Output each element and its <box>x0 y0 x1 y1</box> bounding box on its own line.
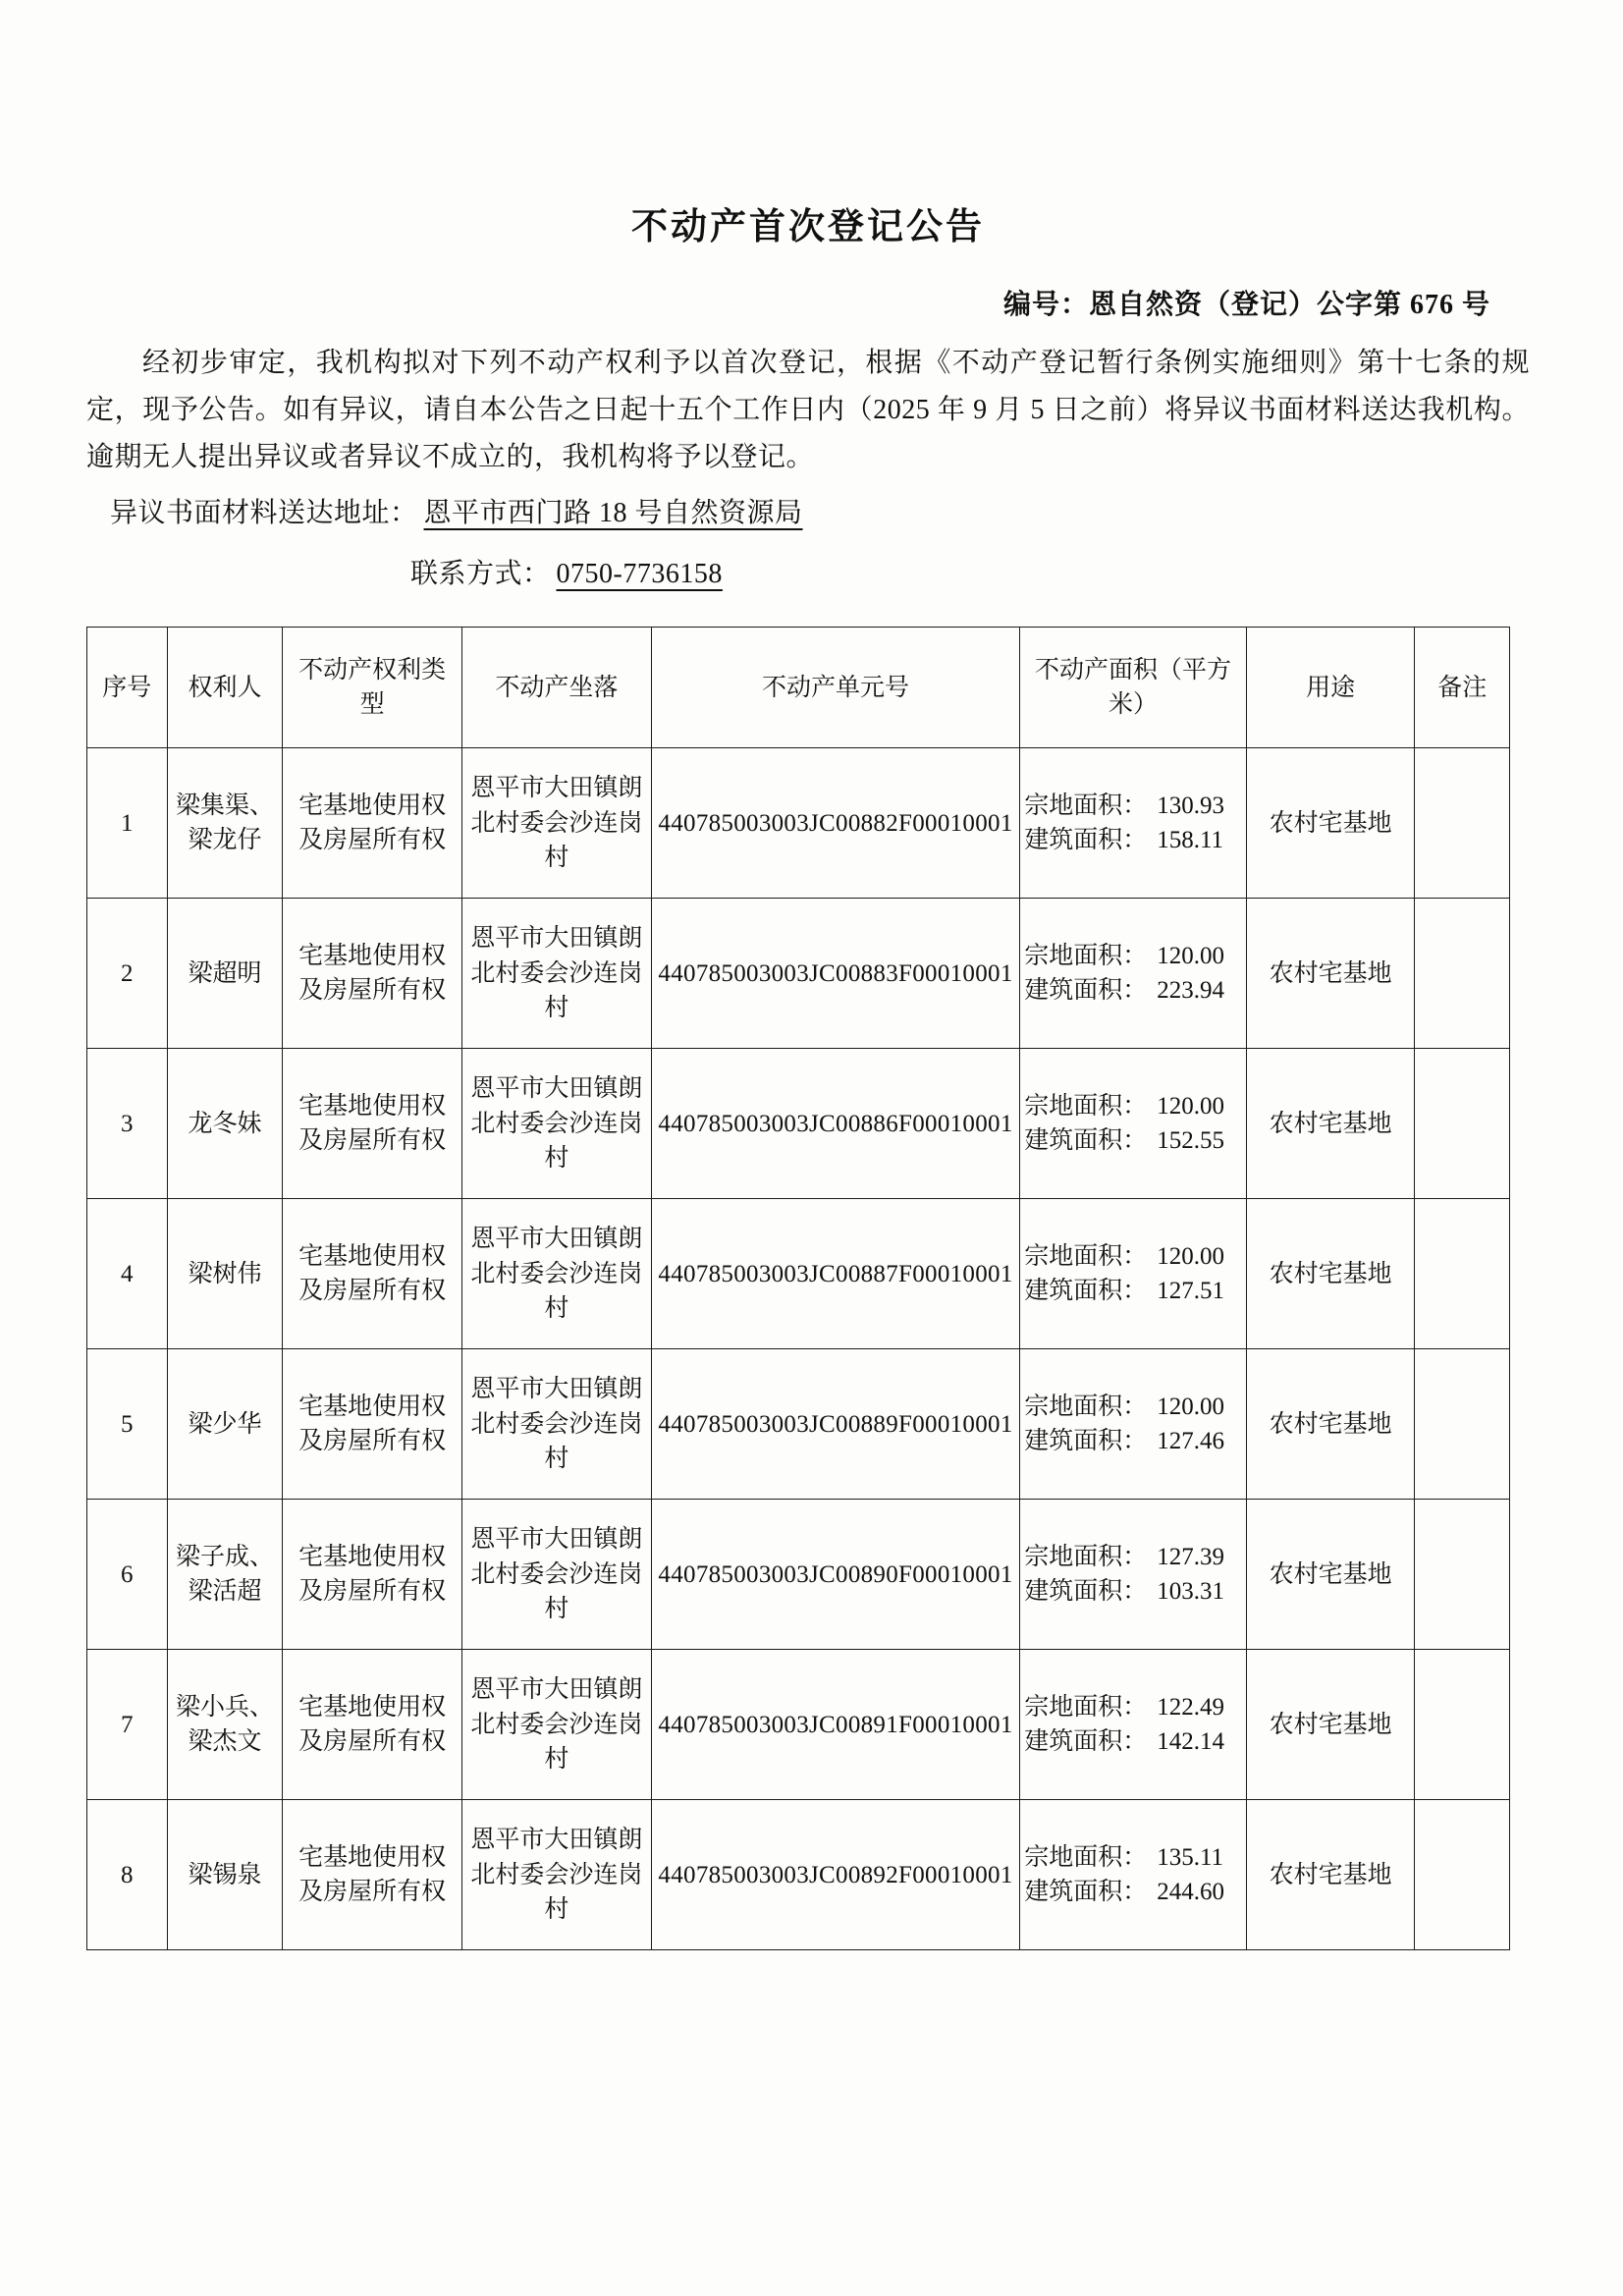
cell-type: 宅基地使用权及房屋所有权 <box>283 899 461 1049</box>
column-header-use: 用途 <box>1246 628 1415 748</box>
cell-seq: 1 <box>87 748 168 899</box>
building-area-row <box>1024 1875 1242 1910</box>
cell-unit: 440785003003JC00886F00010001 <box>651 1049 1019 1199</box>
column-header-owner: 权利人 <box>167 628 283 748</box>
document-content <box>86 196 1530 1950</box>
building-area-value: 244.60 <box>1157 1879 1224 1906</box>
cell-area <box>1020 1650 1247 1800</box>
page-title: 不动产首次登记公告 <box>631 207 985 247</box>
building-area-label: 建筑面积： <box>1024 1879 1148 1906</box>
cell-area <box>1020 1049 1247 1199</box>
cell-owner: 梁锡泉 <box>167 1800 283 1950</box>
table-row <box>87 1049 1510 1199</box>
cell-note <box>1415 1650 1510 1800</box>
building-area-label: 建筑面积： <box>1024 1728 1148 1756</box>
land-area-value: 135.11 <box>1157 1843 1224 1871</box>
land-area-value: 120.00 <box>1157 942 1224 969</box>
address-label: 异议书面材料送达地址： <box>110 498 418 529</box>
cell-type: 宅基地使用权及房屋所有权 <box>283 748 461 899</box>
land-area-label: 宗地面积： <box>1024 792 1148 819</box>
table-row <box>87 1349 1510 1500</box>
cell-use: 农村宅基地 <box>1246 1199 1415 1349</box>
land-area-row <box>1024 789 1242 824</box>
cell-location: 恩平市大田镇朗北村委会沙连岗村 <box>461 1650 651 1800</box>
cell-seq: 8 <box>87 1800 168 1950</box>
land-area-value: 130.93 <box>1157 792 1224 819</box>
cell-unit: 440785003003JC00892F00010001 <box>651 1800 1019 1950</box>
land-area-label: 宗地面积： <box>1024 942 1148 969</box>
land-area-label: 宗地面积： <box>1024 1092 1148 1120</box>
building-area-label: 建筑面积： <box>1024 977 1148 1005</box>
cell-use: 农村宅基地 <box>1246 899 1415 1049</box>
table-row <box>87 899 1510 1049</box>
building-area-value: 103.31 <box>1157 1578 1224 1606</box>
cell-use: 农村宅基地 <box>1246 748 1415 899</box>
table-row <box>87 1800 1510 1950</box>
land-area-row <box>1024 1540 1242 1575</box>
land-area-label: 宗地面积： <box>1024 1393 1148 1420</box>
land-area-label: 宗地面积： <box>1024 1543 1148 1570</box>
column-header-note: 备注 <box>1415 628 1510 748</box>
cell-note <box>1415 748 1510 899</box>
building-area-row <box>1024 1424 1242 1459</box>
cell-unit: 440785003003JC00883F00010001 <box>651 899 1019 1049</box>
building-area-label: 建筑面积： <box>1024 1578 1148 1606</box>
cell-area <box>1020 1199 1247 1349</box>
cell-note <box>1415 1500 1510 1650</box>
table-header-row <box>87 628 1510 748</box>
cell-location: 恩平市大田镇朗北村委会沙连岗村 <box>461 1199 651 1349</box>
cell-use: 农村宅基地 <box>1246 1349 1415 1500</box>
cell-location: 恩平市大田镇朗北村委会沙连岗村 <box>461 1500 651 1650</box>
land-area-row <box>1024 1390 1242 1425</box>
land-area-value: 122.49 <box>1157 1693 1224 1721</box>
cell-seq: 4 <box>87 1199 168 1349</box>
cell-location: 恩平市大田镇朗北村委会沙连岗村 <box>461 1049 651 1199</box>
land-area-row <box>1024 1089 1242 1124</box>
address-value: 恩平市西门路 18 号自然资源局 <box>423 498 803 529</box>
land-area-label: 宗地面积： <box>1024 1242 1148 1270</box>
cell-use: 农村宅基地 <box>1246 1049 1415 1199</box>
table-row <box>87 1650 1510 1800</box>
building-area-label: 建筑面积： <box>1024 1127 1148 1155</box>
land-area-row <box>1024 939 1242 974</box>
cell-note <box>1415 1800 1510 1950</box>
table-row <box>87 748 1510 899</box>
document-number: 编号：恩自然资（登记）公字第 676 号 <box>1002 290 1490 320</box>
cell-location: 恩平市大田镇朗北村委会沙连岗村 <box>461 1800 651 1950</box>
cell-use: 农村宅基地 <box>1246 1800 1415 1950</box>
land-area-value: 120.00 <box>1157 1092 1224 1120</box>
building-area-label: 建筑面积： <box>1024 1428 1148 1455</box>
table-header <box>87 628 1510 748</box>
building-area-row <box>1024 973 1242 1009</box>
land-area-label: 宗地面积： <box>1024 1843 1148 1871</box>
cell-unit: 440785003003JC00882F00010001 <box>651 748 1019 899</box>
cell-seq: 5 <box>87 1349 168 1500</box>
column-header-area: 不动产面积（平方米） <box>1020 628 1247 748</box>
cell-unit: 440785003003JC00887F00010001 <box>651 1199 1019 1349</box>
cell-note <box>1415 899 1510 1049</box>
announcement-text: 经初步审定，我机构拟对下列不动产权利予以首次登记，根据《不动产登记暂行条例实施细则》第十七条的规定，现予公告。如有异议，请自本公告之日起十五个工作日内（2025 年 9 月 5 日之前）将异议书面材料送达我机构。逾期无人提出异议或者异议不成立的，我机构将予以登记。 <box>86 348 1530 473</box>
cell-owner: 梁超明 <box>167 899 283 1049</box>
cell-location: 恩平市大田镇朗北村委会沙连岗村 <box>461 899 651 1049</box>
building-area-row <box>1024 1274 1242 1309</box>
cell-use: 农村宅基地 <box>1246 1500 1415 1650</box>
building-area-row <box>1024 1574 1242 1610</box>
cell-type: 宅基地使用权及房屋所有权 <box>283 1199 461 1349</box>
cell-note <box>1415 1349 1510 1500</box>
cell-type: 宅基地使用权及房屋所有权 <box>283 1049 461 1199</box>
column-header-type: 不动产权利类型 <box>283 628 461 748</box>
registration-table <box>86 627 1510 1950</box>
announcement-paragraph <box>86 340 1530 481</box>
cell-type: 宅基地使用权及房屋所有权 <box>283 1800 461 1950</box>
land-area-row <box>1024 1239 1242 1275</box>
land-area-value: 127.39 <box>1157 1543 1224 1570</box>
land-area-row <box>1024 1690 1242 1725</box>
building-area-row <box>1024 823 1242 858</box>
cell-area <box>1020 899 1247 1049</box>
building-area-row <box>1024 1123 1242 1159</box>
land-area-value: 120.00 <box>1157 1393 1224 1420</box>
land-area-row <box>1024 1840 1242 1876</box>
cell-seq: 3 <box>87 1049 168 1199</box>
cell-type: 宅基地使用权及房屋所有权 <box>283 1349 461 1500</box>
cell-unit: 440785003003JC00889F00010001 <box>651 1349 1019 1500</box>
cell-area <box>1020 748 1247 899</box>
cell-area <box>1020 1800 1247 1950</box>
cell-area <box>1020 1349 1247 1500</box>
cell-location: 恩平市大田镇朗北村委会沙连岗村 <box>461 748 651 899</box>
land-area-label: 宗地面积： <box>1024 1693 1148 1721</box>
cell-owner: 梁集渠、梁龙仔 <box>167 748 283 899</box>
cell-owner: 梁小兵、梁杰文 <box>167 1650 283 1800</box>
land-area-value: 120.00 <box>1157 1242 1224 1270</box>
cell-type: 宅基地使用权及房屋所有权 <box>283 1500 461 1650</box>
table-row <box>87 1199 1510 1349</box>
cell-seq: 6 <box>87 1500 168 1650</box>
cell-note <box>1415 1049 1510 1199</box>
building-area-value: 142.14 <box>1157 1728 1224 1756</box>
cell-owner: 梁子成、梁活超 <box>167 1500 283 1650</box>
contact-label: 联系方式： <box>410 559 551 590</box>
building-area-value: 127.46 <box>1157 1428 1224 1455</box>
table-row <box>87 1500 1510 1650</box>
building-area-label: 建筑面积： <box>1024 1278 1148 1305</box>
cell-seq: 2 <box>87 899 168 1049</box>
cell-note <box>1415 1199 1510 1349</box>
building-area-value: 223.94 <box>1157 977 1224 1005</box>
column-header-location: 不动产坐落 <box>461 628 651 748</box>
building-area-row <box>1024 1724 1242 1760</box>
building-area-value: 152.55 <box>1157 1127 1224 1155</box>
column-header-seq: 序号 <box>87 628 168 748</box>
building-area-value: 158.11 <box>1157 827 1224 854</box>
cell-use: 农村宅基地 <box>1246 1650 1415 1800</box>
cell-owner: 龙冬妹 <box>167 1049 283 1199</box>
building-area-label: 建筑面积： <box>1024 827 1148 854</box>
building-area-value: 127.51 <box>1157 1278 1224 1305</box>
address-line <box>110 491 1530 530</box>
cell-unit: 440785003003JC00890F00010001 <box>651 1500 1019 1650</box>
contact-value: 0750-7736158 <box>556 559 723 590</box>
cell-owner: 梁少华 <box>167 1349 283 1500</box>
cell-type: 宅基地使用权及房屋所有权 <box>283 1650 461 1800</box>
cell-seq: 7 <box>87 1650 168 1800</box>
cell-owner: 梁树伟 <box>167 1199 283 1349</box>
cell-area <box>1020 1500 1247 1650</box>
cell-unit: 440785003003JC00891F00010001 <box>651 1650 1019 1800</box>
table-body <box>87 748 1510 1950</box>
contact-line <box>410 552 1530 591</box>
column-header-unit: 不动产单元号 <box>651 628 1019 748</box>
cell-location: 恩平市大田镇朗北村委会沙连岗村 <box>461 1349 651 1500</box>
